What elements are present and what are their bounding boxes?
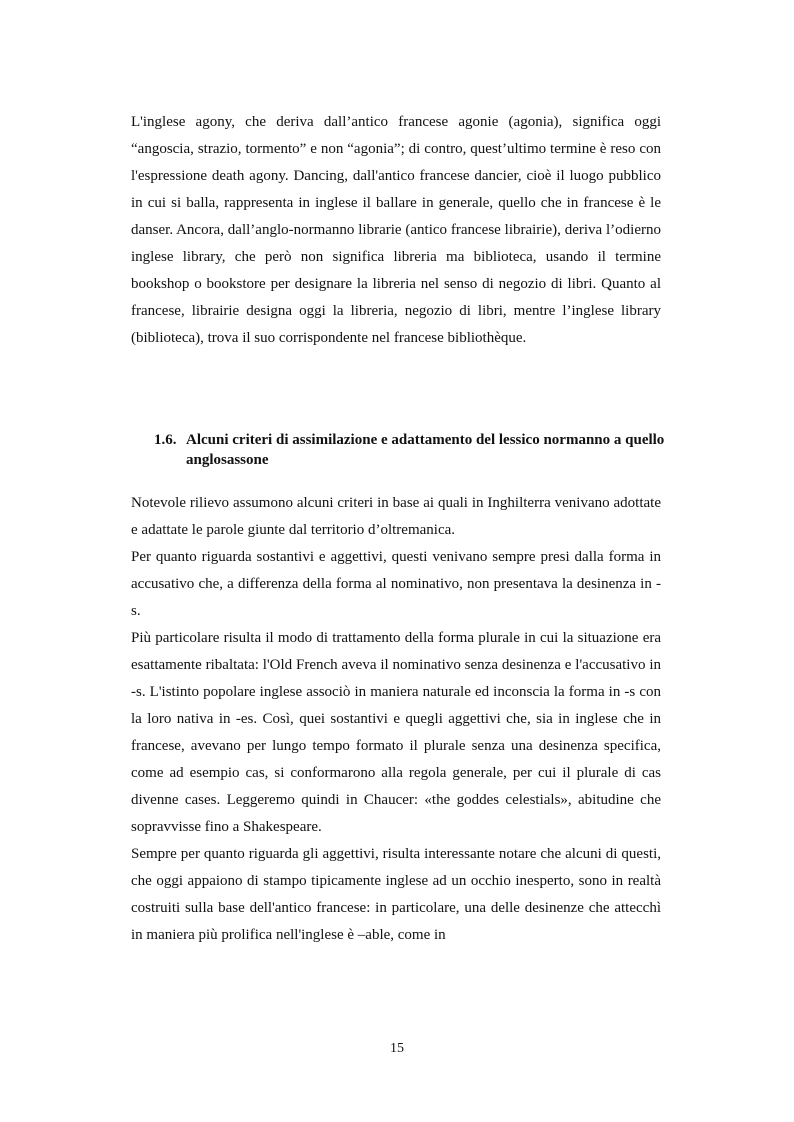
paragraph: Notevole rilievo assumono alcuni criteri in base ai quali in Inghilterra venivano adottate e adattate le parole giunte dal territorio d’oltremanica. (131, 495, 661, 538)
paragraph: Più particolare risulta il modo di trattamento della forma plurale in cui la situazione era esattamente ribaltata: l'Old French aveva il nominativo senza desinenza e l'accusativo in -s. L'istinto popolare inglese associò in maniera naturale ed inconscia la forma in -s con la loro nativa in -es. Così, quei sostantivi e quegli aggettivi che, sia in inglese che in francese, avevano per lungo tempo formato il plurale senza una desinenza specifica, come ad esempio cas, si conformarono alla regola generale, per cui il plurale di cas divenne cases. Leggeremo quindi in Chaucer: «the goddes celestials», abitudine che sopravvisse fino a Shakespeare. (131, 630, 661, 835)
paragraph: L'inglese agony, che deriva dall’antico francese agonie (agonia), significa oggi “angoscia, strazio, tormento” e non “agonia”; di contro, quest’ultimo termine è reso con l'espressione death agony. Dancing, dall'antico francese dancier, cioè il luogo pubblico in cui si balla, rappresenta in inglese il ballare in generale, quello che in francese è le danser. Ancora, dall’anglo-normanno librarie (antico francese librairie), deriva l’odierno inglese library, che però non significa libreria ma biblioteca, usando il termine bookshop o bookstore per designare la libreria nel senso di negozio di libri. Quanto al francese, librairie designa oggi la libreria, negozio di libri, mentre l’inglese library (biblioteca), trova il suo corrispondente nel francese bibliothèque. (131, 114, 661, 346)
paragraph: Sempre per quanto riguarda gli aggettivi, risulta interessante notare che alcuni di questi, che oggi appaiono di stampo tipicamente inglese ad un occhio inesperto, sono in realtà costruiti sulla base dell'antico francese: in particolare, una delle desinenze che attecchì in maniera più prolifica nell'inglese è –able, come in (131, 846, 661, 943)
section-heading (154, 430, 674, 470)
body-text-bottom (131, 490, 661, 949)
page-number: 15 (390, 1041, 404, 1056)
paragraph: Per quanto riguarda sostantivi e aggettivi, questi venivano sempre presi dalla forma in accusativo che, a differenza della forma al nominativo, non presentava la desinenza in -s. (131, 549, 661, 619)
section-number: 1.6. (154, 432, 177, 448)
body-text-top (131, 109, 661, 352)
section-title: Alcuni criteri di assimilazione e adattamento del lessico normanno a quello anglosassone (186, 432, 665, 468)
